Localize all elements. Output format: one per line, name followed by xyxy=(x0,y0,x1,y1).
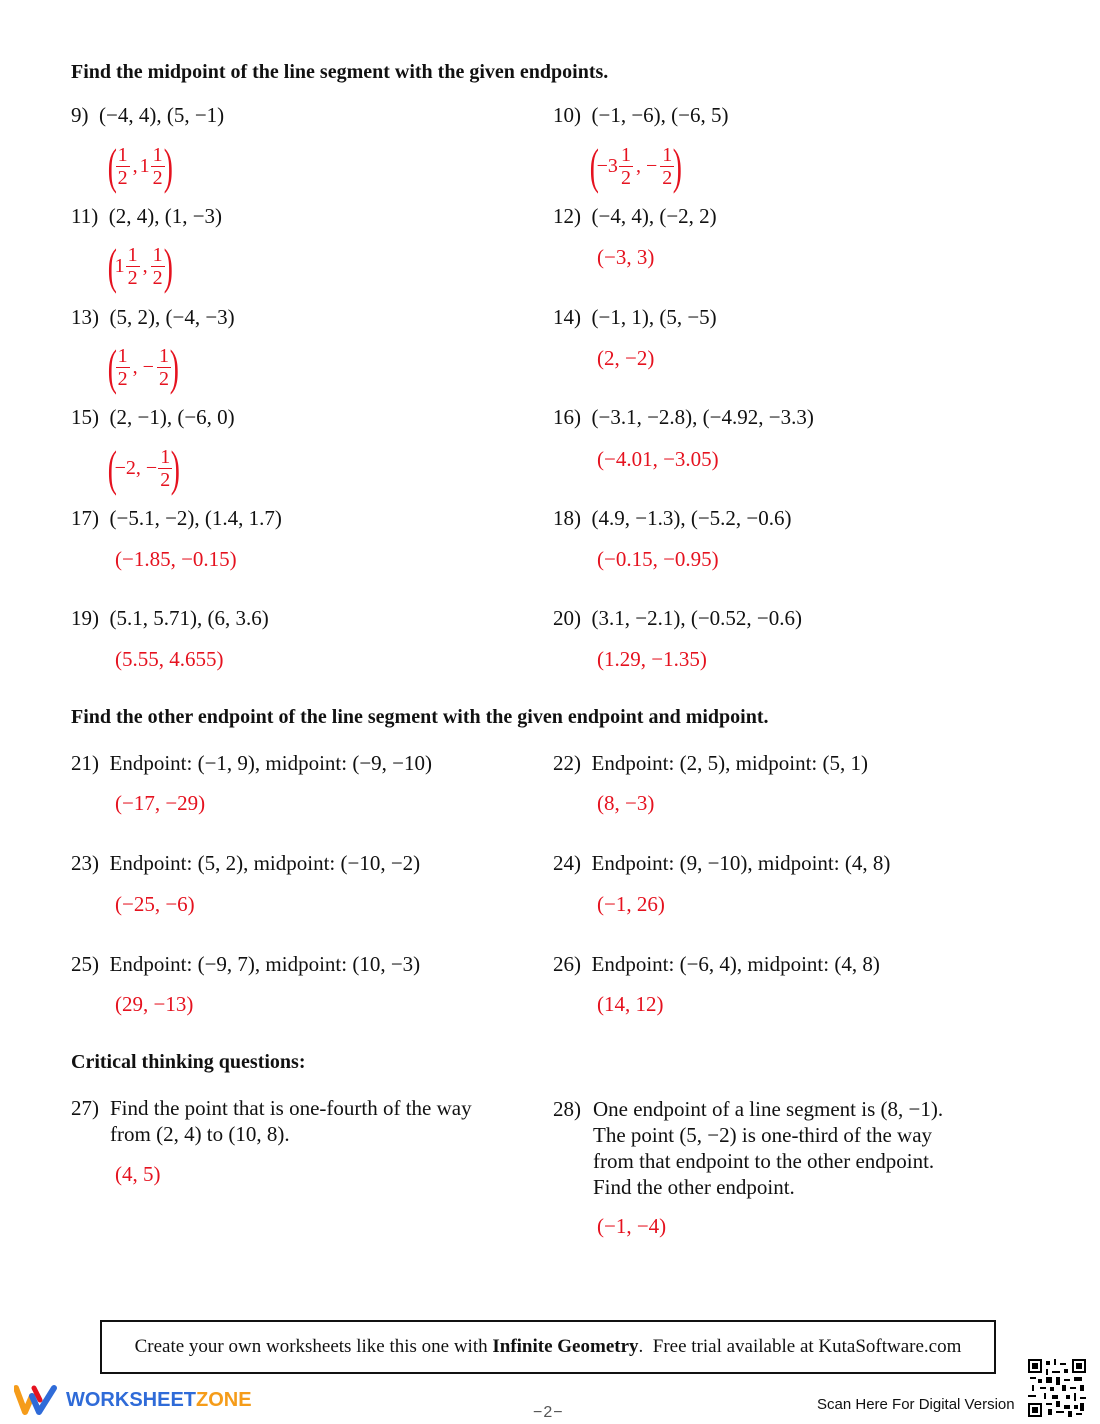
endpoint-section-heading: Find the other endpoint of the line segment with the given endpoint and midpoint. xyxy=(71,706,769,728)
right-paren: ) xyxy=(163,138,173,194)
problem-13: 13) (5, 2), (−4, −3) xyxy=(71,305,235,329)
answer-14: (2, −2) xyxy=(597,346,655,370)
problem-10: 10) (−1, −6), (−6, 5) xyxy=(553,103,729,127)
page-number: −2− xyxy=(533,1404,564,1421)
midpoint-section-heading: Find the midpoint of the line segment with the given endpoints. xyxy=(71,61,609,83)
left-paren: ( xyxy=(107,138,117,194)
problem-24: 24) Endpoint: (9, −10), midpoint: (4, 8) xyxy=(553,851,891,875)
problem-26: 26) Endpoint: (−6, 4), midpoint: (4, 8) xyxy=(553,952,880,976)
problem-15: 15) (2, −1), (−6, 0) xyxy=(71,405,235,429)
answer-13: ( $\frac{1}{2}$ , − $\frac{1}{2}$ ) xyxy=(107,339,179,395)
fraction: $\frac{1}{2}$ xyxy=(152,143,163,189)
answer-18: (−0.15, −0.95) xyxy=(597,547,719,571)
scan-label: Scan Here For Digital Version xyxy=(817,1396,1015,1413)
answer-10: ( −3 $\frac{1}{2}$ , − $\frac{1}{2}$ ) xyxy=(589,138,683,194)
answer-25: (29, −13) xyxy=(115,992,194,1016)
problem-18: 18) (4.9, −1.3), (−5.2, −0.6) xyxy=(553,506,792,530)
problem-16: 16) (−3.1, −2.8), (−4.92, −3.3) xyxy=(553,405,814,429)
answer-19: (5.55, 4.655) xyxy=(115,647,224,671)
logo-text-zone: ZONE xyxy=(196,1388,252,1411)
problem-12: 12) (−4, 4), (−2, 2) xyxy=(553,204,717,228)
problem-9 xyxy=(71,102,224,128)
answer-22: (8, −3) xyxy=(597,791,655,815)
problem-number: 9) xyxy=(71,103,89,127)
product-name: Infinite Geometry xyxy=(492,1336,639,1357)
problem-21: 21) Endpoint: (−1, 9), midpoint: (−9, −10) xyxy=(71,751,433,775)
answer-27: (4, 5) xyxy=(115,1162,161,1186)
problem-27-text: Find the point that is one-fourth of the way from (2, 4) to (10, 8). xyxy=(110,1096,472,1146)
answer-15: ( −2, − $\frac{1}{2}$ ) xyxy=(107,440,181,496)
answer-21: (−17, −29) xyxy=(115,791,206,815)
problem-11: 11) (2, 4), (1, −3) xyxy=(71,204,223,228)
logo-text-worksheet: WORKSHEET xyxy=(66,1388,196,1411)
answer-28: (−1, −4) xyxy=(597,1214,667,1238)
answer-12: (−3, 3) xyxy=(597,245,655,269)
problem-text: (−4, 4), (5, −1) xyxy=(99,103,225,127)
problem-28-number: 28) xyxy=(553,1097,581,1121)
problem-17: 17) (−5.1, −2), (1.4, 1.7) xyxy=(71,506,282,530)
answer-11: ( 1 $\frac{1}{2}$ , $\frac{1}{2}$ ) xyxy=(107,238,173,294)
answer-23: (−25, −6) xyxy=(115,892,195,916)
critical-section-heading: Critical thinking questions: xyxy=(71,1051,306,1073)
worksheetzone-logo-icon xyxy=(14,1384,60,1416)
answer-16: (−4.01, −3.05) xyxy=(597,447,719,471)
answer-9: ( $\frac{1}{2}$ , 1 $\frac{1}{2}$ ) xyxy=(107,138,173,194)
answer-20: (1.29, −1.35) xyxy=(597,647,707,671)
problem-22: 22) Endpoint: (2, 5), midpoint: (5, 1) xyxy=(553,751,868,775)
problem-25: 25) Endpoint: (−9, 7), midpoint: (10, −3) xyxy=(71,952,421,976)
problem-27-number: 27) xyxy=(71,1096,99,1120)
answer-26: (14, 12) xyxy=(597,992,664,1016)
problem-19: 19) (5.1, 5.71), (6, 3.6) xyxy=(71,606,269,630)
problem-28-text: One endpoint of a line segment is (8, −1). The point (5, −2) is one-third of the way from that endpoint to the other endpoint. Find the other endpoint. xyxy=(593,1097,944,1199)
fraction: $\frac{1}{2}$ xyxy=(117,143,128,189)
problem-14: 14) (−1, 1), (5, −5) xyxy=(553,305,717,329)
answer-24: (−1, 26) xyxy=(597,892,665,916)
worksheetzone-logo[interactable] xyxy=(14,1384,252,1416)
kuta-promo-box: Create your own worksheets like this one with Infinite Geometry . Free trial available at KutaSoftware.com xyxy=(100,1320,996,1374)
qr-code-icon[interactable] xyxy=(1028,1359,1086,1417)
problem-20: 20) (3.1, −2.1), (−0.52, −0.6) xyxy=(553,606,803,630)
answer-17: (−1.85, −0.15) xyxy=(115,547,237,571)
problem-23: 23) Endpoint: (5, 2), midpoint: (−10, −2) xyxy=(71,851,421,875)
